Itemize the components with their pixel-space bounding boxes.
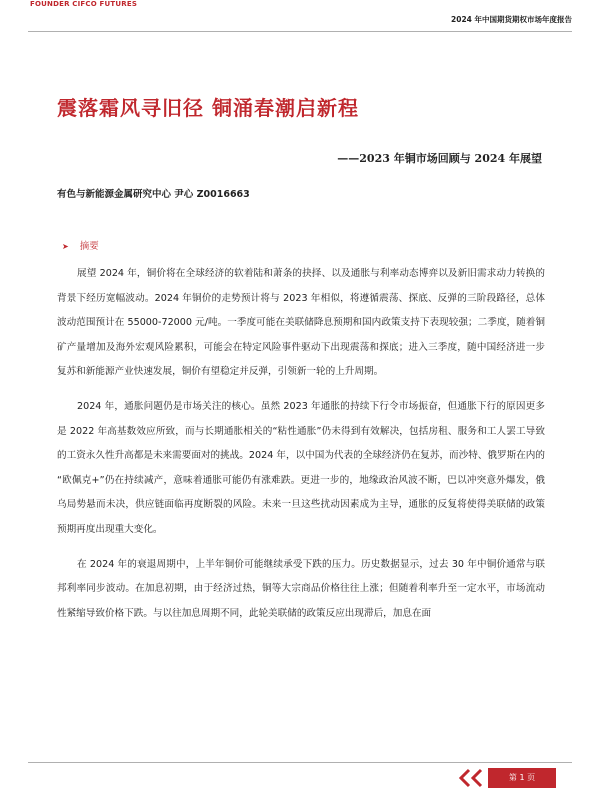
paragraph: 在 2024 年的衰退周期中，上半年铜价可能继续承受下跌的压力。历史数据显示，过去 30 年中铜价通常与联邦利率同步波动。在加息初期，由于经济过热，铜等大宗商品价格往往上涨；但随着利率升至一定水平，市场流动性紧缩导致价格下跌。与以往加息周期不同，此轮美联储的政策反应出现滞后，加息在面: [57, 558, 545, 619]
author-line: 有色与新能源金属研究中心 尹心 Z0016663: [57, 189, 250, 200]
page-header: [0, 0, 600, 40]
page-number-badge: 第 1 页: [488, 768, 556, 788]
report-name: 2024 年中国期货期权市场年度报告: [451, 15, 572, 24]
section-heading-label: 摘要: [79, 241, 99, 252]
paragraph: 2024 年，通胀问题仍是市场关注的核心。虽然 2023 年通胀的持续下行令市场振奋，但通胀下行的原因更多是 2022 年高基数效应所致，而与长期通胀相关的“粘性通胀”仍未得到有效解决，包括房租、服务和工人罢工导致的工资永久性升高都是未来需要面对的挑战。2024 年，以中国为代表的全球经济仍在复苏，而沙特、俄罗斯在内的 “欧佩克+”仍在持续减产，意味着通胀可能仍有涨难跌。更进一步的，地缘政治风波不断，巴以冲突意外爆发，俄乌局势悬而未决，供应链面临再度断裂的风险。未来一旦这些扰动因素成为主导，通胀的反复将使得美联储的政策预期再度出现重大变化。: [57, 400, 545, 535]
chevron-right-icon: ➤: [62, 242, 69, 251]
header-divider: [28, 31, 572, 32]
document-subtitle: ——2023 年铜市场回顾与 2024 年展望: [337, 152, 542, 165]
body-content: [57, 262, 545, 636]
company-logo: FOUNDER CIFCO FUTURES: [30, 0, 138, 8]
footer-divider: [28, 762, 572, 763]
double-chevron-left-icon: [455, 768, 487, 788]
document-title: 震落霜风寻旧径 铜涌春潮启新程: [57, 96, 359, 120]
paragraph: 展望 2024 年，铜价将在全球经济的软着陆和萧条的抉择、以及通胀与利率动态博弈以及新旧需求动力转换的背景下经历宽幅波动。2024 年铜价的走势预计将与 2023 年相似，将遵循震荡、探底、反弹的三阶段路径，总体波动范围预计在 55000-72000 元/吨。一季度可能在美联储降息预期和国内政策支持下表现较强；二季度，随着铜矿产量增加及海外宏观风险累积，可能会在特定风险事件驱动下出现震荡和探底；进入三季度，随中国经济进一步复苏和新能源产业快速发展，铜价有望稳定并反弹，引领新一轮的上升周期。: [57, 268, 545, 378]
page-footer: [0, 760, 600, 800]
section-heading: [62, 238, 99, 252]
